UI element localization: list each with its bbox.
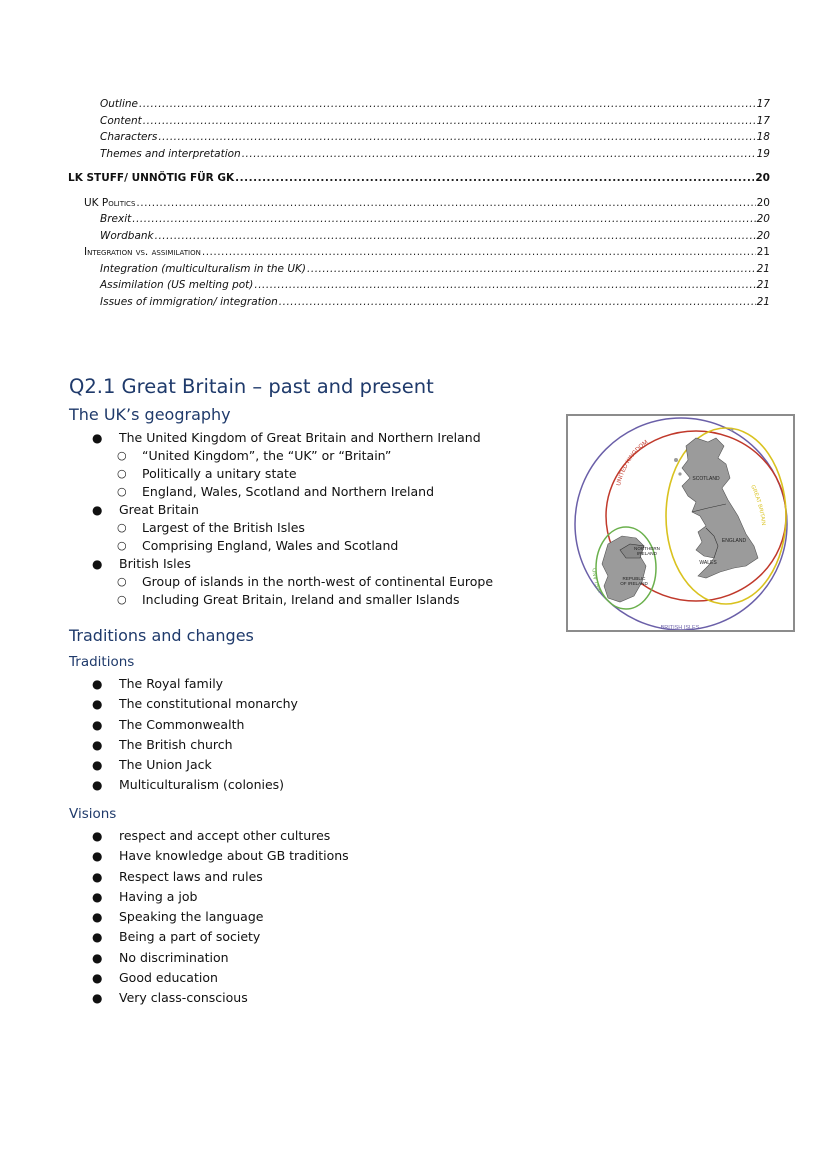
bullet-icon: ● bbox=[92, 557, 103, 571]
british-isles-label: BRITISH ISLES bbox=[660, 625, 700, 630]
toc-leader bbox=[202, 246, 756, 258]
toc-entry-chapter[interactable]: LK STUFF/ UNNÖTIG FÜR GK ..... 20 bbox=[68, 172, 770, 189]
visions-list bbox=[92, 826, 349, 1009]
list-item: ● Have knowledge about GB traditions bbox=[92, 846, 349, 866]
list-item: ● The Union Jack bbox=[92, 755, 298, 775]
toc-leader bbox=[254, 279, 755, 291]
list-item: ● respect and accept other cultures bbox=[92, 826, 349, 846]
bullet-icon: ● bbox=[92, 431, 103, 445]
sub-list-item: ○ Politically a unitary state bbox=[117, 466, 297, 481]
bullet-icon: ● bbox=[92, 971, 103, 986]
traditions-list bbox=[92, 674, 298, 796]
toc-entry[interactable]: Content ..... 17 bbox=[84, 115, 770, 132]
toc-entry[interactable]: Assimilation (US melting pot) ..... 21 bbox=[84, 279, 770, 296]
island-shape bbox=[674, 458, 678, 462]
circle-bullet-icon: ○ bbox=[117, 539, 127, 552]
bullet-icon: ● bbox=[92, 778, 103, 793]
sub-list-item: ○ “United Kingdom”, the “UK” or “Britain” bbox=[117, 448, 392, 463]
circle-bullet-icon: ○ bbox=[117, 467, 127, 480]
list-item: ● The constitutional monarchy bbox=[92, 694, 298, 714]
bullet-icon: ● bbox=[92, 758, 103, 773]
traditions-changes-heading: Traditions and changes bbox=[69, 626, 254, 645]
toc-leader bbox=[136, 197, 755, 209]
england-label: ENGLAND bbox=[721, 538, 747, 544]
northern-ireland-label-line2: IRELAND bbox=[637, 551, 657, 556]
toc-leader bbox=[279, 296, 756, 308]
island-shape bbox=[678, 472, 681, 475]
bullet-icon: ● bbox=[92, 737, 103, 752]
list-item: ● British Isles ○ Group of islands in the north-west of continental Europe ○ Including Great Britain, Ireland and smaller Islands bbox=[92, 556, 494, 607]
republic-of-ireland-label: REPUBLIC bbox=[622, 576, 646, 581]
toc-leader bbox=[158, 131, 755, 143]
island-shape bbox=[731, 429, 734, 432]
toc-entry[interactable]: Brexit ..... 20 bbox=[84, 213, 770, 230]
toc-entry[interactable]: Issues of immigration/ integration ..... 21 bbox=[84, 296, 770, 313]
ireland-label: IRELAND bbox=[592, 567, 604, 593]
toc-leader bbox=[307, 263, 756, 275]
list-item: ● Speaking the language bbox=[92, 907, 349, 927]
list-item: ● Multiculturalism (colonies) bbox=[92, 775, 298, 795]
bullet-icon: ● bbox=[92, 717, 103, 732]
geography-list bbox=[92, 429, 493, 609]
toc-entry[interactable]: Wordbank ..... 20 bbox=[84, 230, 770, 247]
toc-entry-section[interactable]: UK Politics ..... 20 bbox=[84, 197, 770, 214]
bullet-icon: ● bbox=[92, 910, 103, 925]
list-item: ● Being a part of society bbox=[92, 927, 349, 947]
bullet-icon: ● bbox=[92, 697, 103, 712]
toc-leader bbox=[242, 148, 756, 160]
united-kingdom-label: UNITED KINGDOM bbox=[616, 439, 650, 487]
bullet-icon: ● bbox=[92, 889, 103, 904]
table-of-contents bbox=[68, 98, 770, 312]
toc-entry[interactable]: Characters ..... 18 bbox=[84, 131, 770, 148]
visions-heading: Visions bbox=[69, 806, 117, 822]
bullet-icon: ● bbox=[92, 869, 103, 884]
bullet-icon: ● bbox=[92, 677, 103, 691]
toc-entry[interactable]: Outline ..... 17 bbox=[84, 98, 770, 115]
bullet-icon: ● bbox=[92, 991, 103, 1006]
list-item: ● Having a job bbox=[92, 887, 349, 907]
list-item: ● Respect laws and rules bbox=[92, 867, 349, 887]
list-item: ● The Royal family bbox=[92, 674, 298, 694]
circle-bullet-icon: ○ bbox=[117, 521, 127, 534]
list-item: ● The United Kingdom of Great Britain and Northern Ireland ○ “United Kingdom”, the “UK” or “Britain” ○ Politically a unitary state ○ England, Wales, Scotland and Northern Ireland bbox=[92, 429, 493, 501]
list-item: ● The Commonwealth bbox=[92, 715, 298, 735]
toc-leader bbox=[132, 213, 755, 225]
traditions-heading: Traditions bbox=[69, 654, 135, 670]
sub-list-item: ○ Including Great Britain, Ireland and smaller Islands bbox=[117, 592, 460, 607]
toc-leader bbox=[155, 230, 756, 242]
toc-leader bbox=[235, 172, 754, 184]
scotland-label: SCOTLAND bbox=[692, 476, 720, 482]
toc-entry-section[interactable]: Integration vs. assimilation ..... 21 bbox=[84, 246, 770, 263]
great-britain-landmass bbox=[682, 438, 758, 578]
republic-of-ireland-label-line2: OF IRELAND bbox=[620, 581, 648, 586]
map-graphic bbox=[568, 416, 793, 630]
bullet-icon: ● bbox=[92, 849, 103, 864]
british-isles-map bbox=[566, 414, 795, 632]
circle-bullet-icon: ○ bbox=[117, 449, 127, 462]
bullet-icon: ● bbox=[92, 829, 103, 843]
toc-entry[interactable]: Themes and interpretation ..... 19 bbox=[84, 148, 770, 165]
sub-list-item: ○ England, Wales, Scotland and Northern Ireland bbox=[117, 484, 435, 499]
sub-list-item: ○ Comprising England, Wales and Scotland bbox=[117, 538, 399, 553]
toc-entry[interactable]: Integration (multiculturalism in the UK) ..... 21 bbox=[84, 263, 770, 280]
great-britain-label: GREAT BRITAIN bbox=[749, 484, 767, 526]
geography-heading: The UK’s geography bbox=[69, 405, 231, 424]
toc-leader bbox=[143, 115, 756, 127]
list-item: ● Good education bbox=[92, 968, 349, 988]
list-item: ● Great Britain ○ Largest of the British Isles ○ Comprising England, Wales and Scotland bbox=[92, 501, 493, 555]
bullet-icon: ● bbox=[92, 950, 103, 965]
bullet-icon: ● bbox=[92, 930, 103, 945]
list-item: ● Very class-conscious bbox=[92, 988, 349, 1008]
list-item: ● The British church bbox=[92, 735, 298, 755]
bullet-icon: ● bbox=[92, 503, 103, 517]
list-item: ● No discrimination bbox=[92, 948, 349, 968]
circle-bullet-icon: ○ bbox=[117, 485, 127, 498]
sub-list-item: ○ Group of islands in the north-west of continental Europe bbox=[117, 574, 494, 589]
sub-list-item: ○ Largest of the British Isles bbox=[117, 520, 305, 535]
toc-leader bbox=[139, 98, 756, 110]
circle-bullet-icon: ○ bbox=[117, 575, 127, 588]
wales-label: WALES bbox=[699, 560, 717, 566]
circle-bullet-icon: ○ bbox=[117, 593, 127, 606]
section-title: Q2.1 Great Britain – past and present bbox=[69, 375, 434, 398]
northern-ireland-label: NORTHERN bbox=[634, 546, 660, 551]
